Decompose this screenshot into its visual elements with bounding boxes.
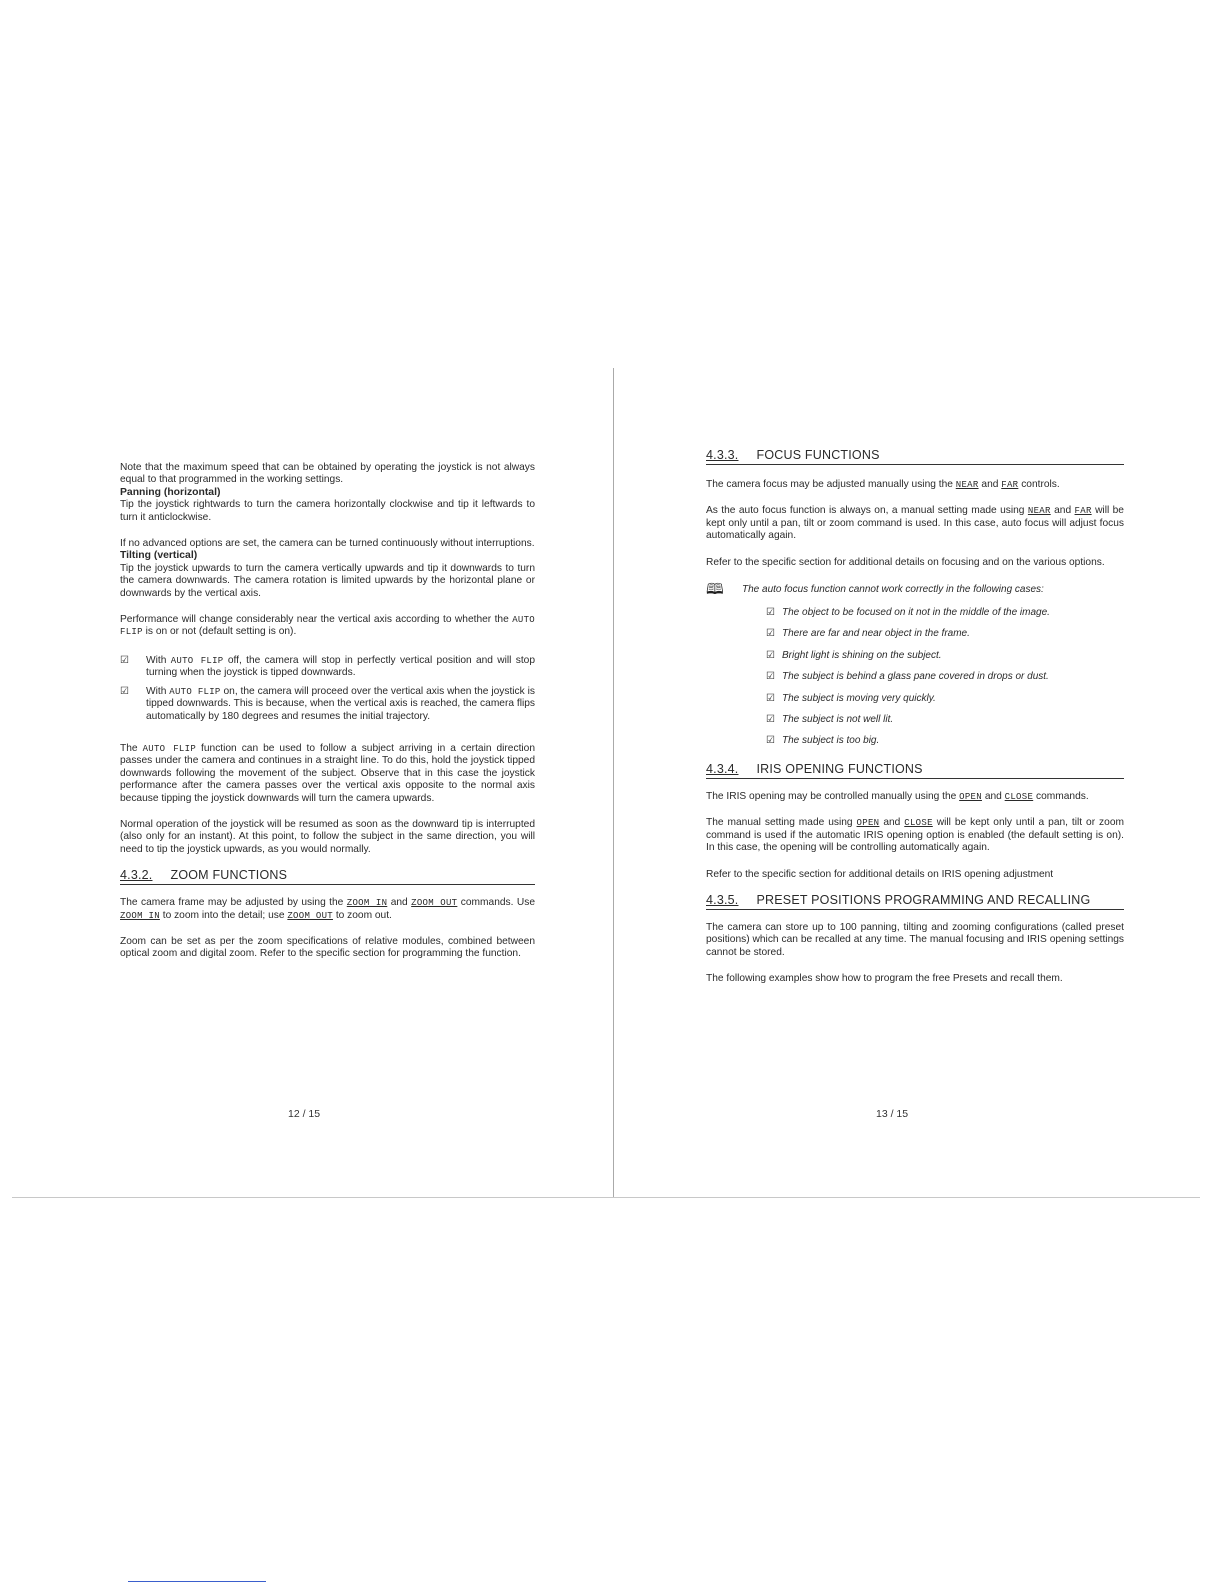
section-title: PRESET POSITIONS PROGRAMMING AND RECALLING [756,892,1091,907]
blue-underline-mark [128,1581,266,1582]
far-code: FAR [1001,480,1019,490]
iris-paragraph-3: Refer to the specific section for additional details on IRIS opening adjustment [706,868,1054,880]
iris-section-heading [706,762,1124,779]
performance-paragraph: Performance will change considerably near the vertical axis according to whether the AUTO FLIP is on or not (default setting is on). [120,614,535,638]
zoom-in-code: ZOOM IN [120,910,160,921]
checkbox-icon: ☑ [766,735,775,747]
list-item: ☑ The object to be focused on it not in the middle of the image. [766,602,1124,623]
checkbox-icon: ☑ [766,607,775,619]
right-page [706,378,1124,986]
auto-flip-paragraph: The AUTO FLIP function can be used to follow a subject arriving in a certain direction passes under the camera and continues in a straight line. To do this, hold the joystick tipped downwards following the movement of the subject. Observe that in this case the joystick performance after the camera passes over the vertical axis opposite to the normal axis because tipping the joystick downwards will turn the camera upwards. [120,742,535,804]
near-code: NEAR [1027,506,1051,517]
normal-operation-paragraph: Normal operation of the joystick will be resumed as soon as the downward tip is interrupted (also only for an instant). At this point, to follow the subject in the same direction, you will need to tip the joystick upwards, as you would normally. [120,818,535,855]
iris-paragraph-1: The IRIS opening may be controlled manually using the OPEN and CLOSE commands. [706,790,1089,802]
list-item: ☑ Bright light is shining on the subject. [766,645,1124,666]
list-item: ☑ The subject is moving very quickly. [766,688,1124,709]
auto-flip-code: AUTO FLIP [170,655,224,666]
section-number: 4.3.3. [706,448,739,462]
bullet-auto-flip-on: ☑ With AUTO FLIP on, the camera will proceed over the vertical axis when the joystick is tipped downwards. This is because, when the vertical axis is reached, the camera flips automatically by 180 degrees and resumes the initial trajectory. [120,685,535,722]
zoom-in-code: ZOOM IN [346,898,388,909]
left-page [120,378,535,961]
advanced-paragraph: If no advanced options are set, the camera can be turned continuously without interruptions. [120,538,535,550]
zoom-out-code: ZOOM OUT [411,898,458,909]
section-title: ZOOM FUNCTIONS [170,868,288,883]
intro-paragraph: Note that the maximum speed that can be obtained by operating the joystick is not always equal to that programmed in the working settings. [120,462,535,486]
close-code: CLOSE [904,818,933,829]
note-text: The auto focus function cannot work correctly in the following cases: [742,584,1044,596]
focus-paragraph-2: As the auto focus function is always on, a manual setting made using NEAR and FAR will be kept only until a pan, tilt or zoom command is used. In this case, auto focus will adjust focus automatically again. [706,505,1124,542]
auto-flip-code: AUTO FLIP [120,615,535,638]
checkbox-icon: ☑ [766,671,775,683]
open-code: OPEN [959,791,982,802]
auto-focus-note [706,581,1124,599]
zoom-section-heading [120,868,535,885]
iris-paragraph-2: The manual setting made using OPEN and CLOSE will be kept only until a pan, tilt or zoom command is used if the automatic IRIS opening option is enabled (the default setting is on). In this case, the opening will be controlling automatically again. [706,817,1124,854]
near-code: NEAR [955,480,979,490]
list-item: ☑ The subject is behind a glass pane covered in drops or dust. [766,666,1124,687]
list-item: ☑ The subject is too big. [766,730,1124,751]
tilting-heading: Tilting (vertical) [120,550,198,562]
scan-bottom-edge [12,1197,1200,1198]
panning-paragraph: Tip the joystick rightwards to turn the camera horizontally clockwise and tip it leftwards to turn it anticlockwise. [120,499,535,523]
zoom-paragraph-1: The camera frame may be adjusted by using the ZOOM IN and ZOOM OUT commands. Use ZOOM IN to zoom into the detail; use ZOOM OUT to zoom out. [120,897,535,921]
auto-flip-code: AUTO FLIP [169,686,221,697]
checkbox-icon: ☑ [120,654,129,666]
preset-paragraph-1: The camera can store up to 100 panning, tilting and zooming configurations (called preset positions) which can be recalled at any time. The manual focusing and IRIS opening settings cannot be stored. [706,921,1124,958]
zoom-out-code: ZOOM OUT [287,910,333,921]
checkbox-icon: ☑ [766,692,775,704]
far-code: FAR [1074,506,1092,517]
close-code: CLOSE [1004,791,1034,802]
checkbox-icon: ☑ [766,628,775,640]
open-code: OPEN [856,818,880,829]
list-item: ☑ There are far and near object in the frame. [766,623,1124,644]
page-number-right: 13 / 15 [876,1108,909,1120]
preset-section-heading [706,893,1124,910]
checkbox-icon: ☑ [766,649,775,661]
book-icon: 🕮 [706,581,724,599]
panning-heading: Panning (horizontal) [120,486,221,498]
tilting-paragraph: Tip the joystick upwards to turn the camera vertically upwards and tip it downwards to turn the camera downwards. The camera rotation is limited upwards by the horizontal plane or downwards by the vertical axis. [120,562,535,599]
note-case-list [766,602,1124,752]
preset-paragraph-2: The following examples show how to program the free Presets and recall them. [706,973,1063,985]
auto-flip-code: AUTO FLIP [142,743,197,754]
section-title: IRIS OPENING FUNCTIONS [756,761,923,776]
focus-section-heading [706,448,1124,465]
section-title: FOCUS FUNCTIONS [756,448,880,462]
page-divider [613,368,614,1198]
bullet-auto-flip-off: ☑ With AUTO FLIP off, the camera will stop in perfectly vertical position and will stop turning when the joystick is tipped downwards. [120,654,535,679]
checkbox-icon: ☑ [766,714,775,726]
checkbox-icon: ☑ [120,685,129,697]
focus-paragraph-3: Refer to the specific section for additional details on focusing and on the various options. [706,556,1105,568]
page-number-left: 12 / 15 [288,1108,321,1120]
section-number: 4.3.4. [706,761,739,776]
focus-paragraph-1: The camera focus may be adjusted manually using the NEAR and FAR controls. [706,479,1060,490]
section-number: 4.3.5. [706,892,739,907]
list-item: ☑ The subject is not well lit. [766,709,1124,730]
section-number: 4.3.2. [120,868,153,883]
zoom-paragraph-2: Zoom can be set as per the zoom specifications of relative modules, combined between optical zoom and digital zoom. Refer to the specific section for programming the function. [120,935,535,960]
